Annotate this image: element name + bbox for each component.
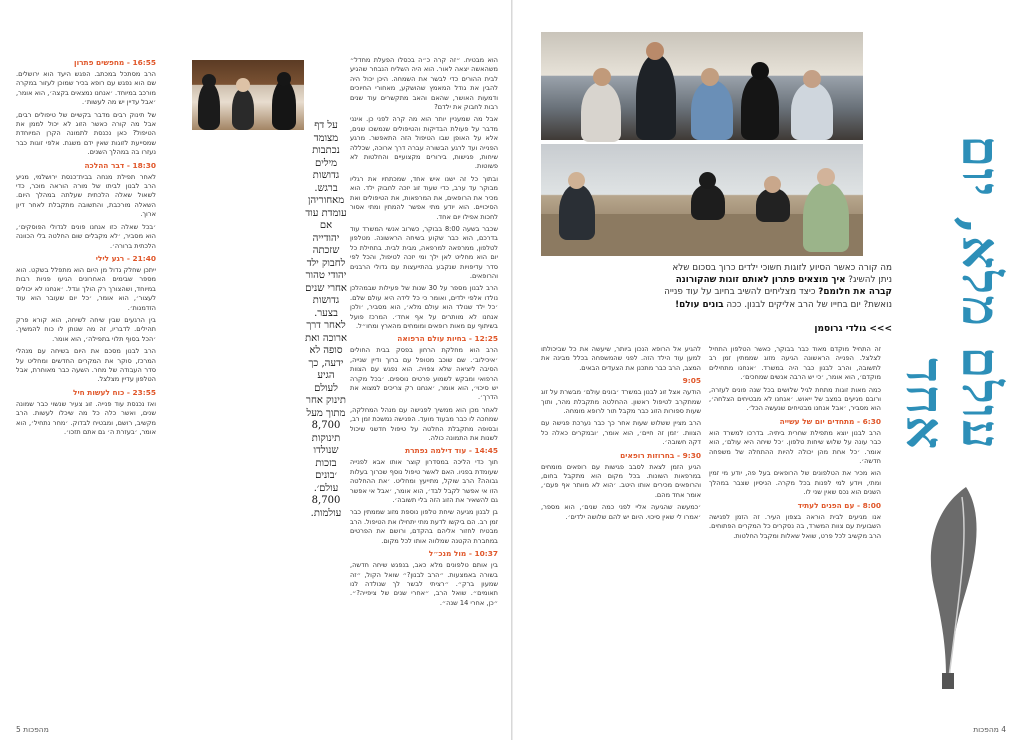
body-paragraph: להגיע אל הרופא הנכון ביותר, שיעשה את כל שביכולתו למען עוד הילד הזה. לפני שהמשפחה בכלל מבינה את המצב, הרב כבר מתכנן את הצעדים הבאים. <box>541 345 701 372</box>
section-subheading: 16:55 - מחפשים פתרון <box>74 58 156 67</box>
body-paragraph: לאחר תפילת מנחה בבית־כנסת ירושלמי, מגיע הרב לבנון לביתו של מורה הוראה מוכר, כדי לשאול שאלה הלכתית שעלתה במהלך היום. השאלה מורכבת, והתשובה מתקבלת לאחר דיון ארוך. <box>16 172 156 219</box>
left-page-column-left <box>16 56 156 696</box>
section-subheading: 21:40 - רגע לילי <box>95 253 156 263</box>
body-paragraph: הרב מסתכל במכתב. הפגש היעד הוא ירושלים. שם הוא נפגש עם רופא בכיר שמוכן לעזור במקרה מורכב במיוחד. ׳אנחנו נמצאים בקצה׳, הוא אומר, ׳אבל עדיין יש מה לעשות׳. <box>16 70 156 107</box>
body-paragraph: הרב לבנון יוצא מתפילת שחרית ביתיה. בדרכו למשרד הוא כבר עונה על שלוש שיחות טלפון. ׳כל שיחה היא עולם׳, הוא אומר. ׳כל אחת מהן יכולה להיות ההתחלה של משפחה חדשה׳. <box>709 428 881 466</box>
headline-text <box>894 30 1011 450</box>
section-subheading: 8:00 - עם הפנים לעתיד <box>797 500 881 510</box>
body-paragraph: בין הרגעים שבין שיחה לשיחה, הוא קורא פרק תהילים. לדבריו, זה מה שנותן לו כוח להמשיך. ׳הכל בסוף תלוי בתפילה׳, הוא אומר. <box>16 315 156 343</box>
section-subheading: 18:30 - דבר ההלכה <box>84 160 156 170</box>
body-paragraph: ׳בכל שאלה כזו אנחנו פונים לגדולי הפוסקים׳, הוא מסביר, ׳לא מקבלים שום החלטה בלי הכוונה הלכתית ברורה׳. <box>16 222 156 250</box>
section-subheading: 10:37 - מול מנכ״ל <box>428 549 498 559</box>
page-number-left: מהפכות 5 <box>16 725 49 734</box>
body-paragraph: הגיע הזמן לצאת לסבב פגישות עם רופאים מומחים במרפאות השונות. בכל מקום הוא מתקבל בחום, והרופאים מכירים אותו היטב. ׳הוא לא מוותר אף פעם׳, אומר אחד מהם. <box>541 462 701 499</box>
lead-text-rest: כיצד מצליחים להשיב בחיוב על עוד פנייה נואשת? יום בחייו של הרב אליקים לבנון. ככה <box>664 287 892 310</box>
lead-text: מה קורה כאשר הסיוע לזוגות חשוכי ילדים כרוך בסכום שלא ניתן להשיג? <box>672 263 892 286</box>
section-subheading: 9:30 - בחרוזות רופאים <box>620 450 701 460</box>
body-paragraph: הרב מציין ששלוש שעות אחר כך כבר נערכת פגישה עם הצוות. ׳זמן זה חיים׳, הוא אומר, ׳ובמקרים כאלה כל דקה חשובה׳. <box>541 419 701 447</box>
body-paragraph: הרב לבנון מסכם את היום בשיחה עם מנהלי המרכז, סוקר את המקרים החדשים ומחליט על סדר העבודה של מחר. השעה כבר מאוחרת, אבל הטלפון עדיין מצלצל. <box>16 347 156 384</box>
section-subheading: 6:30 - מתחדים יום של עשייה <box>779 416 881 426</box>
photo-meeting-office <box>541 32 863 140</box>
body-paragraph: הודעה אצל זוג לבנון במשרד ׳בונים עולם׳ מבשרת על זוג שמתקרב לטיפול ראשון. ההחלטה מתקבלת מהר, ותוך שעות ספורות הזוג כבר מקבל תור לרופא מומחה. <box>541 388 701 416</box>
section-subheading: 9:05 <box>682 376 701 386</box>
body-paragraph: הרב לבנון מספר על 30 שנות של פעילות שבמהלכן נולדו אלפי ילדים, ואומר כי כל לידה היא עולם שלם. ׳כל ילד שנולד הוא עולם מלא׳, הוא מסביר, ׳ולכן אנחנו לא מוותרים על אף אחד׳. המרכז פועל בשיתוף עם מאות רופאים ומומחים מהארץ ומחו״ל. <box>350 284 498 330</box>
body-paragraph: שכבר בשעה 8:00 בבוקר, כשרוב אנשי המשרד עוד בדרכם, הוא כבר שקוע בשיחה הראשונה. מטלפון לטלפון, ממרפאה למרפאה, מבית לבית. בתחילת כל יום הוא מחליט לאן ילך ומי יזכה לטיפול, והכל לפי סדר עדיפויות שנקבע בהתייעצות עם גדולי הרבנים והרופאים. <box>350 224 498 280</box>
right-page <box>513 0 1024 740</box>
body-paragraph: בין אותם טלפונים מלא כאב, בנפגש שיחה חדשה, בשורה באמצעות. ״הרב לבנון?״ שואל הקול, ״זה שמעון ברק״. ״רציתי לבשר לך שנולדה לנו תאומים״. שואל הרב, ״אחרי שנים של ציפייה?״. ״כן, אחרי 14 שנה״. <box>350 561 498 607</box>
body-paragraph: בן לבנון מגיעה שיחת טלפון נוספת מזוג שממתין כבר זמן רב. הם ביקשו לדעת מתי יתחילו את הטיפול. הרב מבטיח לחזור אליהם בהקדם, ורושם את הפרטים במחברת הקטנה שמלווה אותו לכל מקום. <box>350 508 498 545</box>
right-page-column-right <box>709 345 881 695</box>
photo-meeting-table <box>541 144 863 256</box>
left-page <box>0 0 511 740</box>
title-strip <box>894 26 1012 656</box>
body-paragraph: ואז נכנסת עוד פנייה. זוג צעיר שנשוי כבר שמונה שנים, ואשר כלה כל מה שיכלו לעשות. הרב מקשיב, רושם, ומבטיח לבדוק. ׳מחר נתחיל׳, הוא אומר, ׳בעזרת ה׳ גם אתם תזכו׳. <box>16 399 156 436</box>
right-page-column-left <box>541 345 701 695</box>
body-paragraph: של תינוק רבים מדבר בקשיים של טיפולים רבים, אבל מה קורה כאשר הזוג לא יכול לממן את הטיפול? כאן נכנסת לתמונה הקרן המיוחדת שמסייעת לזוגות שאין ידם משגת. אלפי זוגות כבר נעזרו בה במהלך השנים. <box>16 110 156 157</box>
body-paragraph: תוך כדי הליכה במסדרון קוצר אותו אבא לפנייה שעומדת בפניו. האם לאשר טיפול נוסף שכרוך בעלות גבוהה? הרב שוקל, מתייעץ ומחליט. ׳את ההחלטה הזו אי אפשר לקבל לבד׳, הוא אומר, ׳אבל אי אפשר גם להשאיר את הזוג הזה בלי תשובה׳. <box>350 458 498 505</box>
body-paragraph: ׳כמעשה שהגיעה אליי לפני כמה שנים׳, הוא מספר, ׳אמרו לי שאין סיכוי. היום יש להם שלושה ילדים׳. <box>541 503 701 521</box>
lead-bold-end: בונים עולם! <box>675 299 724 310</box>
headline-word-2: יום אחד <box>894 135 1011 450</box>
page-number-right: 4 מהפכות <box>973 725 1006 734</box>
section-subheading: 12:25 - בחיות עולם הרפואה <box>397 334 498 344</box>
body-paragraph: הוא מבטיח. ״זה קרה כ״ה בכסלו הפעלת מחדל״ משהאשה יצאה לאור. הוא היה השליח הנבחר שהגיע לבית ההורים כדי לבשר את השמחה. היכן יכול היה להבין את גודל המאמץ שהושקע, מאחורי החיוכים ודמעות האושר, שהאם והאב מתקשרים עוד שנים רבות לחבוק את ילדם? <box>350 56 498 112</box>
body-paragraph: הרב הוא מחלקת הרחון בפסק בבית החולים ׳איכילוב׳. שם שוכב מטופל עם ברוך ודיין שנייה, הסיבה ליציאה שלא צפויה. הוא נפגש עם הצוות הרפואי ומבקש לשמוע פרטים נוספים. ׳בכל מקרה יש סיכוי׳, הוא אומר, ׳אנחנו רק צריכים למצוא את הדרך׳. <box>350 346 498 402</box>
body-paragraph: ובתוך כל זה ישנו איש אחד, שמכתתיו את רגליו מבוקר עד ערב, כדי שעוד זוג יזכה לחבוק ילד. הוא מכיר את הרופאים, את המרפאות, את הטיפולים ואת הסיכויים. הוא יודע מתי אפשר להמתין ומתי אסור לחכות אפילו יום אחד. <box>350 174 498 221</box>
lead-paragraph <box>660 262 892 311</box>
body-paragraph: הוא מכיר את הטלפונים של הרופאים בעל פה, יודע מי זמין ומתי, ויודע למי לפנות בכל מקרה. הניסיון שצבר במהלך השנים הוא נכס שאין שני לו. <box>709 469 881 497</box>
left-page-column-right <box>350 56 498 696</box>
photo-rabbi-office <box>192 60 304 130</box>
body-paragraph: לאחר מכן הוא ממשיך לפגישה עם מנהל המחלקה, שמחכה לו כבר מבעוד מועד. הפגישה נמשכת זמן רב, ובסופה מתקבלת החלטה על טיפול חדשני שיכול לשנות את התמונה כולה. <box>350 405 498 443</box>
quill-icon <box>922 481 982 691</box>
body-paragraph: אבל מה שמעניין יותר הוא מה קרה לפני כן. אינני מדבר על פעולת הבדיקות והטיפולים שנמשכו שנים, אלא על האופן שבו הטיפול הזה התאפשר. מרגע הפנייה ועד לרגע הבשורה עברה דרך ארוכה, שכללה שיחות, פגישות, בירורים מקצועיים והחלטות לא פשוטות. <box>350 115 498 171</box>
body-paragraph: זה התחיל מוקדם מאוד כבר בבוקר, כאשר הטלפון התחיל לצלצל. הפנייה הראשונה הגיעה מזוג שממתין זמן רב לתשובה, והרב לבנון כבר היה במשרד. ׳אנחנו מתחילים מוקדם׳, הוא אומר, ׳כי יש הרבה אנשים שמחכים׳. <box>709 345 881 382</box>
author-byline: >>> גולדי גרוסמן <box>814 324 892 334</box>
body-paragraph: כמה מאות זוגות מתחת לגיל שלושים בכל שנה פונים לעזרה, ורובם מגיעים במצב של ייאוש. ׳אנחנו לא מבטיחים הצלחה׳, הוא מסביר, ׳אבל אנחנו מבטיחים שנעשה הכל׳. <box>709 385 881 413</box>
section-subheading: 23:55 - כוח לעשות חיל <box>73 387 156 397</box>
headline-word-1: עולם מלא, <box>950 216 1011 450</box>
body-paragraph: אנו מגיעים לבית הוראה בצפון העיר. זה הזמן לפגישה השבועית עם צוות המשרד, בה נסקרים כל המקרים הפתוחים. הרב מקשיב לכל פרט, שואל שאלות ומקבל החלטות. <box>709 512 881 540</box>
pull-quote: על דף מצומד נכתבות מילים גדושות ברגש. מאחוריהן עומדת עוד אם יהודייה שזכתה לחבוק ילד יהודי טהור אחרי שנים גדושות בצער. לאחר דרך ארוכה ואת סופה לא ידעה, כך הגיע לעולם תינוק אחר מתוך מעל 8,700 תינוקות שנולדו בזכות ׳בונים עולם׳. 8,700 עולמות. <box>305 120 347 519</box>
body-paragraph: ייתכן שחלק גדול מן היום הוא מתפלל בשקט. הוא מספר שבימים האחרונים הגיעו פניות רבות במיוחד, ושהצורך רק הולך וגדל. ׳אנחנו לא יכולים לעצור׳, הוא אומר, ׳כל יום שעובר הוא עוד הזדמנות׳. <box>16 265 156 312</box>
lead-bold-question: איך מוצאים פתרון לאותם זוגות שהקורונה קברה את חלומם? <box>675 275 892 298</box>
section-subheading: 14:45 - עוד דילמה נפתרת <box>405 446 498 456</box>
